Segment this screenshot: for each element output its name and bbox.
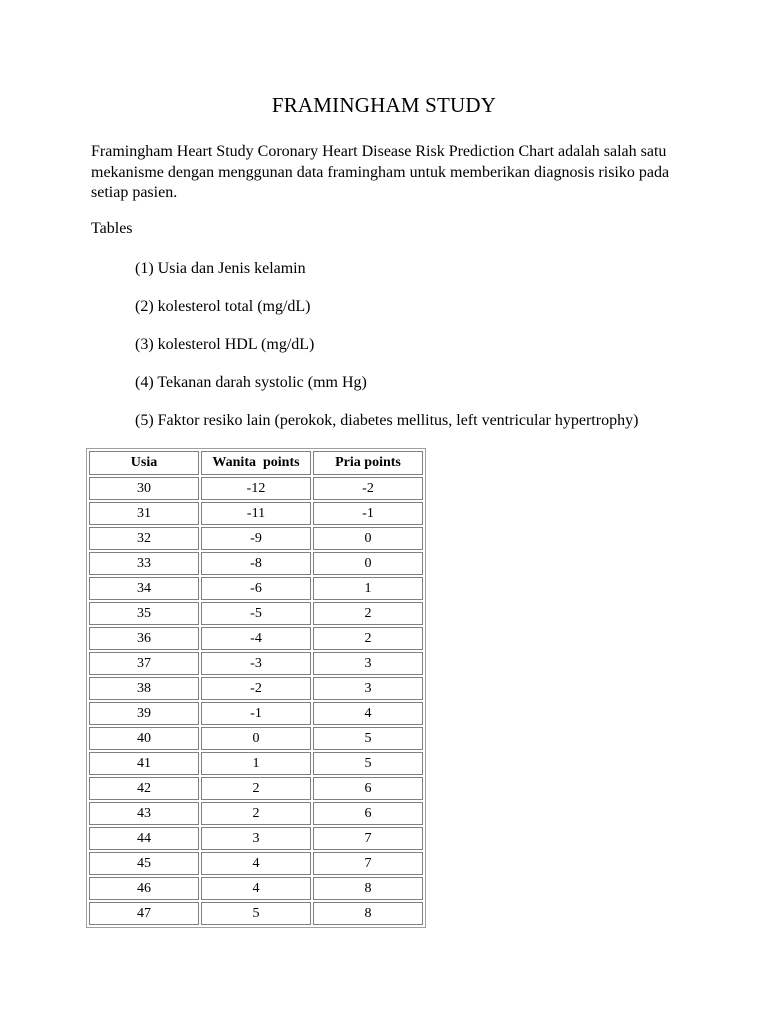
table-row — [89, 652, 423, 675]
table-row — [89, 477, 423, 500]
table-row — [89, 602, 423, 625]
cell-usia: 44 — [89, 827, 199, 850]
cell-usia: 47 — [89, 902, 199, 925]
table-row — [89, 777, 423, 800]
table-row — [89, 702, 423, 725]
cell-wanita-points: -5 — [201, 602, 311, 625]
cell-wanita-points: -3 — [201, 652, 311, 675]
cell-usia: 32 — [89, 527, 199, 550]
cell-pria-points: 0 — [313, 552, 423, 575]
cell-pria-points: 4 — [313, 702, 423, 725]
table-row — [89, 852, 423, 875]
cell-usia: 31 — [89, 502, 199, 525]
cell-usia: 42 — [89, 777, 199, 800]
table-row — [89, 802, 423, 825]
list-item: (3) kolesterol HDL (mg/dL) — [135, 336, 315, 353]
cell-usia: 39 — [89, 702, 199, 725]
table-row — [89, 552, 423, 575]
page-title: FRAMINGHAM STUDY — [271, 93, 497, 117]
cell-usia: 46 — [89, 877, 199, 900]
cell-pria-points: 3 — [313, 652, 423, 675]
cell-wanita-points: -1 — [201, 702, 311, 725]
cell-wanita-points: 1 — [201, 752, 311, 775]
cell-wanita-points: 3 — [201, 827, 311, 850]
cell-pria-points: -2 — [313, 477, 423, 500]
cell-wanita-points: -9 — [201, 527, 311, 550]
cell-usia: 45 — [89, 852, 199, 875]
cell-usia: 33 — [89, 552, 199, 575]
tables-list — [135, 259, 638, 449]
cell-wanita-points: -4 — [201, 627, 311, 650]
cell-pria-points: -1 — [313, 502, 423, 525]
list-item: (5) Faktor resiko lain (perokok, diabetes mellitus, left ventricular hypertrophy) — [135, 412, 639, 429]
cell-pria-points: 7 — [313, 852, 423, 875]
header-pria-points: Pria points — [313, 451, 423, 475]
cell-usia: 34 — [89, 577, 199, 600]
table-row — [89, 902, 423, 925]
tables-label: Tables — [91, 220, 133, 237]
cell-pria-points: 8 — [313, 877, 423, 900]
list-item: (1) Usia dan Jenis kelamin — [135, 260, 306, 277]
list-item: (4) Tekanan darah systolic (mm Hg) — [135, 374, 367, 391]
cell-usia: 40 — [89, 727, 199, 750]
cell-wanita-points: 2 — [201, 777, 311, 800]
table-header-row — [89, 451, 423, 475]
table-row — [89, 502, 423, 525]
cell-pria-points: 6 — [313, 802, 423, 825]
cell-wanita-points: 0 — [201, 727, 311, 750]
table-row — [89, 677, 423, 700]
cell-pria-points: 5 — [313, 727, 423, 750]
cell-pria-points: 2 — [313, 602, 423, 625]
header-wanita-points: Wanita points — [201, 451, 311, 475]
table-row — [89, 627, 423, 650]
cell-usia: 37 — [89, 652, 199, 675]
cell-wanita-points: 4 — [201, 852, 311, 875]
cell-wanita-points: -12 — [201, 477, 311, 500]
cell-wanita-points: -11 — [201, 502, 311, 525]
cell-wanita-points: 2 — [201, 802, 311, 825]
cell-usia: 30 — [89, 477, 199, 500]
table-row — [89, 827, 423, 850]
list-item: (2) kolesterol total (mg/dL) — [135, 298, 311, 315]
age-points-table — [86, 448, 426, 928]
table-row — [89, 727, 423, 750]
cell-wanita-points: 5 — [201, 902, 311, 925]
cell-pria-points: 5 — [313, 752, 423, 775]
cell-pria-points: 7 — [313, 827, 423, 850]
table-row — [89, 577, 423, 600]
cell-wanita-points: -8 — [201, 552, 311, 575]
cell-pria-points: 8 — [313, 902, 423, 925]
header-usia: Usia — [89, 451, 199, 475]
cell-usia: 35 — [89, 602, 199, 625]
cell-wanita-points: -6 — [201, 577, 311, 600]
intro-paragraph: Framingham Heart Study Coronary Heart Disease Risk Prediction Chart adalah salah satu mekanisme dengan menggunan data framingham untuk memberikan diagnosis risiko pada setiap pasien. — [91, 143, 670, 201]
cell-usia: 41 — [89, 752, 199, 775]
cell-pria-points: 1 — [313, 577, 423, 600]
cell-pria-points: 6 — [313, 777, 423, 800]
table-row — [89, 527, 423, 550]
cell-usia: 43 — [89, 802, 199, 825]
table-row — [89, 877, 423, 900]
cell-usia: 38 — [89, 677, 199, 700]
cell-wanita-points: -2 — [201, 677, 311, 700]
table-body — [89, 477, 423, 925]
cell-pria-points: 3 — [313, 677, 423, 700]
cell-pria-points: 2 — [313, 627, 423, 650]
cell-usia: 36 — [89, 627, 199, 650]
cell-wanita-points: 4 — [201, 877, 311, 900]
table-row — [89, 752, 423, 775]
cell-pria-points: 0 — [313, 527, 423, 550]
